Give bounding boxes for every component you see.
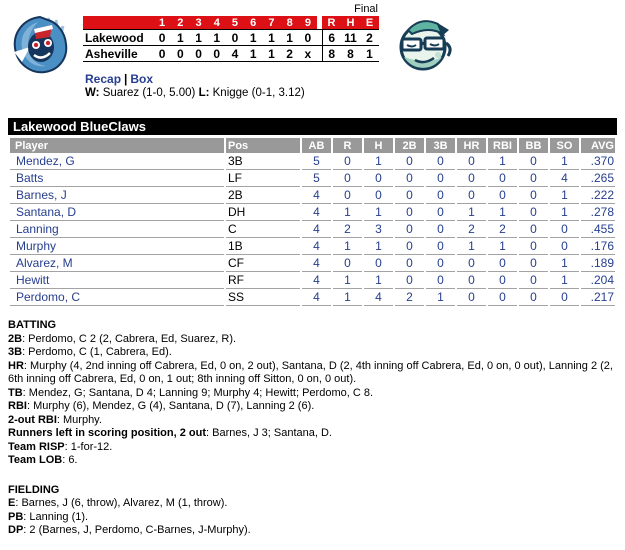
stat-cell-so: 1 [550, 153, 579, 170]
inning-header: 2 [171, 16, 189, 30]
stat-cell-so: 1 [550, 255, 579, 272]
column-header-rbi: RBI [488, 138, 517, 153]
stat-cell-h: 4 [364, 289, 393, 306]
note-label: Team RISP [8, 440, 65, 453]
table-row [10, 238, 615, 255]
batting-table-title: Lakewood BlueClaws [8, 118, 617, 135]
player-link[interactable]: Mendez, G [10, 153, 224, 170]
recap-link[interactable]: Recap [85, 72, 122, 86]
stat-cell-rbi: 0 [488, 255, 517, 272]
stat-cell-ab: 4 [302, 272, 331, 289]
stat-cell-avg: .222 [581, 187, 615, 204]
stat-cell-avg: .217 [581, 289, 615, 306]
stat-cell-ab: 5 [302, 170, 331, 187]
inning-score: 1 [244, 30, 262, 46]
column-header-ab: AB [302, 138, 331, 153]
linescore-table [83, 16, 379, 62]
stat-cell-bb: 0 [519, 289, 548, 306]
winning-pitcher: Suarez (1-0, 5.00) [102, 87, 196, 99]
linescore-row-home [83, 46, 379, 62]
stat-cell-r: 2 [333, 221, 362, 238]
note-text: : Lanning (1). [23, 510, 89, 523]
player-link[interactable]: Barnes, J [10, 187, 224, 204]
player-link[interactable]: Perdomo, C [10, 289, 224, 306]
fielding-section-heading: FIELDING [8, 483, 60, 496]
stat-cell-ab: 4 [302, 187, 331, 204]
hits-header: H [341, 16, 360, 30]
stat-cell-3b: 0 [426, 153, 455, 170]
player-link[interactable]: Alvarez, M [10, 255, 224, 272]
stat-cell-bb: 0 [519, 153, 548, 170]
win-label: W: [85, 87, 100, 99]
hits-cell: 8 [341, 46, 360, 62]
player-link[interactable]: Lanning [10, 221, 224, 238]
stat-cell-h: 1 [364, 238, 393, 255]
stat-cell-rbi: 0 [488, 289, 517, 306]
linescore-header-row [83, 16, 379, 30]
stat-cell-rbi: 1 [488, 153, 517, 170]
position-cell: RF [226, 272, 300, 289]
note-label: HR [8, 359, 24, 372]
column-header-h: H [364, 138, 393, 153]
stat-cell-so: 1 [550, 204, 579, 221]
stat-cell-2b: 0 [395, 153, 424, 170]
asheville-tourists-logo[interactable] [391, 13, 461, 78]
column-header-pos: Pos [226, 138, 300, 153]
note-line [8, 414, 617, 428]
stat-cell-rbi: 0 [488, 187, 517, 204]
table-row [10, 153, 615, 170]
note-label: DP [8, 524, 24, 536]
column-header-2b: 2B [395, 138, 424, 153]
position-cell: C [226, 221, 300, 238]
runs-header: R [322, 16, 341, 30]
note-line [8, 346, 617, 360]
stat-cell-r: 1 [333, 272, 362, 289]
inning-score: 0 [153, 30, 171, 46]
table-row [10, 204, 615, 221]
stat-cell-ab: 4 [302, 204, 331, 221]
game-status: Final [354, 3, 378, 15]
stat-cell-bb: 0 [519, 187, 548, 204]
stat-cell-2b: 2 [395, 289, 424, 306]
note-text: : 6. [62, 454, 78, 466]
stat-cell-so: 0 [550, 238, 579, 255]
batting-notes [8, 333, 617, 468]
stat-cell-bb: 0 [519, 255, 548, 272]
column-header-r: R [333, 138, 362, 153]
stat-cell-avg: .204 [581, 272, 615, 289]
position-cell: CF [226, 255, 300, 272]
stat-cell-2b: 0 [395, 221, 424, 238]
team-column-header [83, 16, 153, 30]
stat-cell-ab: 4 [302, 238, 331, 255]
stat-cell-3b: 0 [426, 204, 455, 221]
stat-cell-3b: 0 [426, 255, 455, 272]
stat-cell-r: 1 [333, 238, 362, 255]
stat-cell-3b: 0 [426, 272, 455, 289]
stat-cell-r: 0 [333, 187, 362, 204]
note-text: : Murphy. [56, 413, 102, 426]
stat-cell-so: 1 [550, 187, 579, 204]
stat-cell-bb: 0 [519, 221, 548, 238]
stat-cell-3b: 0 [426, 221, 455, 238]
inning-score: 0 [171, 46, 189, 62]
position-cell: SS [226, 289, 300, 306]
fielding-notes-section [8, 484, 617, 538]
note-line [8, 454, 617, 468]
scoreboard-area [0, 0, 625, 112]
inning-header: 7 [262, 16, 280, 30]
note-text: : Perdomo, C (1, Cabrera, Ed). [22, 346, 172, 358]
note-text: : Barnes, J 3; Santana, D. [206, 427, 332, 439]
inning-header: 1 [153, 16, 171, 30]
inning-header: 9 [299, 16, 317, 30]
inning-header: 8 [281, 16, 299, 30]
inning-score: 1 [208, 30, 226, 46]
stat-cell-r: 1 [333, 289, 362, 306]
stat-cell-hr: 1 [457, 204, 486, 221]
batting-rows [10, 153, 615, 306]
stat-cell-h: 0 [364, 255, 393, 272]
linescore-row-away [83, 30, 379, 46]
table-row [10, 272, 615, 289]
column-header-player: Player [10, 138, 224, 153]
stat-cell-rbi: 0 [488, 272, 517, 289]
stat-cell-avg: .370 [581, 153, 615, 170]
batting-notes-section [8, 319, 617, 468]
stat-cell-r: 0 [333, 153, 362, 170]
note-label: E [8, 497, 16, 509]
table-row [10, 170, 615, 187]
column-header-3b: 3B [426, 138, 455, 153]
stat-cell-avg: .278 [581, 204, 615, 221]
inning-score: 1 [281, 30, 299, 46]
crab-mascot-icon [8, 12, 72, 76]
stat-cell-ab: 4 [302, 255, 331, 272]
stat-cell-r: 0 [333, 255, 362, 272]
note-line [8, 441, 617, 455]
inning-score: 4 [226, 46, 244, 62]
note-text: : Perdomo, C 2 (2, Cabrera, Ed, Suarez, R). [22, 332, 237, 345]
losing-pitcher: Knigge (0-1, 3.12) [212, 87, 305, 99]
stat-cell-2b: 0 [395, 272, 424, 289]
stat-cell-rbi: 2 [488, 221, 517, 238]
stat-cell-2b: 0 [395, 238, 424, 255]
note-line [8, 333, 617, 347]
position-cell: LF [226, 170, 300, 187]
player-link[interactable]: Murphy [10, 238, 224, 255]
stat-cell-h: 0 [364, 187, 393, 204]
stat-cell-2b: 0 [395, 255, 424, 272]
note-text: : 1-for-12. [64, 440, 113, 453]
note-label: Runners left in scoring position, 2 out [8, 427, 207, 439]
loss-label: L: [198, 87, 210, 99]
note-text: : Murphy (4, 2nd inning off Cabrera, Ed, 0 on, 2 out), Santana, D (2, 4th inning off Cabrera, Ed, 0 on, 0 out), Lanning 2 (2, 6th inning off Cabrera, Ed, 0 on, 1 out; 8th inning off Sitton, 0 on, 0 out). [8, 359, 613, 385]
stat-cell-avg: .455 [581, 221, 615, 238]
inning-header: 6 [244, 16, 262, 30]
stat-cell-3b: 0 [426, 238, 455, 255]
note-text: : 2 (Barnes, J, Perdomo, C-Barnes, J-Murphy). [23, 524, 251, 536]
stat-cell-2b: 0 [395, 187, 424, 204]
stat-cell-hr: 0 [457, 255, 486, 272]
inning-header: 4 [208, 16, 226, 30]
lakewood-blueclaws-logo[interactable] [8, 12, 72, 81]
stat-cell-ab: 4 [302, 289, 331, 306]
stat-cell-avg: .189 [581, 255, 615, 272]
note-line [8, 524, 617, 538]
stat-cell-hr: 0 [457, 187, 486, 204]
stat-cell-3b: 0 [426, 187, 455, 204]
link-separator: | [124, 72, 128, 86]
player-link[interactable]: Hewitt [10, 272, 224, 289]
table-row [10, 187, 615, 204]
position-cell: 3B [226, 153, 300, 170]
note-label: PB [8, 510, 24, 523]
stat-cell-h: 1 [364, 272, 393, 289]
inning-score: 1 [262, 30, 280, 46]
runs-cell: 8 [322, 46, 341, 62]
note-label: 2B [8, 332, 23, 345]
hits-cell: 11 [341, 30, 360, 46]
stat-cell-avg: .176 [581, 238, 615, 255]
errors-header: E [360, 16, 379, 30]
stat-cell-rbi: 1 [488, 238, 517, 255]
note-line [8, 360, 617, 387]
linescore-block [83, 2, 379, 62]
stat-cell-ab: 4 [302, 221, 331, 238]
inning-score: 1 [262, 46, 280, 62]
inning-score: 0 [226, 30, 244, 46]
errors-cell: 1 [360, 46, 379, 62]
stat-cell-so: 4 [550, 170, 579, 187]
stat-cell-r: 0 [333, 170, 362, 187]
stat-cell-hr: 0 [457, 272, 486, 289]
position-cell: 2B [226, 187, 300, 204]
moon-mascot-icon [391, 13, 461, 73]
stat-cell-bb: 0 [519, 238, 548, 255]
inning-score: 1 [244, 46, 262, 62]
stat-cell-bb: 0 [519, 170, 548, 187]
stat-cell-so: 0 [550, 289, 579, 306]
note-line [8, 400, 617, 414]
game-links [85, 72, 153, 86]
stat-cell-r: 1 [333, 204, 362, 221]
table-row [10, 221, 615, 238]
note-line [8, 427, 617, 441]
table-row [10, 255, 615, 272]
stat-cell-2b: 0 [395, 170, 424, 187]
inning-header: 5 [226, 16, 244, 30]
table-row [10, 289, 615, 306]
column-header-so: SO [550, 138, 579, 153]
inning-score: 1 [171, 30, 189, 46]
stat-cell-bb: 0 [519, 204, 548, 221]
column-header-avg: AVG [581, 138, 615, 153]
stat-cell-avg: .265 [581, 170, 615, 187]
note-label: 3B [8, 346, 23, 358]
inning-score: 0 [153, 46, 171, 62]
stat-cell-hr: 0 [457, 289, 486, 306]
inning-header: 3 [189, 16, 207, 30]
stat-cell-h: 0 [364, 170, 393, 187]
stat-cell-3b: 0 [426, 170, 455, 187]
note-line [8, 511, 617, 525]
player-link[interactable]: Batts [10, 170, 224, 187]
note-text: : Murphy (6), Mendez, G (4), Santana, D (7), Lanning 2 (6). [26, 400, 315, 412]
note-label: Team LOB [8, 454, 63, 466]
position-cell: 1B [226, 238, 300, 255]
stat-cell-rbi: 0 [488, 170, 517, 187]
stat-cell-bb: 0 [519, 272, 548, 289]
batting-header-row [10, 138, 615, 153]
inning-score: x [299, 46, 317, 62]
home-team-name: Asheville [83, 46, 153, 62]
column-header-hr: HR [457, 138, 486, 153]
runs-cell: 6 [322, 30, 341, 46]
player-link[interactable]: Santana, D [10, 204, 224, 221]
box-score-section [8, 118, 617, 306]
stat-cell-so: 0 [550, 221, 579, 238]
stat-cell-so: 1 [550, 272, 579, 289]
note-label: TB [8, 386, 23, 399]
pitching-decisions [85, 87, 305, 99]
note-label: RBI [8, 400, 27, 412]
stat-cell-ab: 5 [302, 153, 331, 170]
away-team-name: Lakewood [83, 30, 153, 46]
note-text: : Mendez, G; Santana, D 4; Lanning 9; Murphy 4; Hewitt; Perdomo, C 8. [22, 386, 374, 399]
fielding-notes [8, 497, 617, 538]
note-line [8, 387, 617, 401]
inning-score: 0 [208, 46, 226, 62]
stat-cell-rbi: 1 [488, 204, 517, 221]
column-header-bb: BB [519, 138, 548, 153]
stat-cell-hr: 0 [457, 170, 486, 187]
stat-cell-hr: 2 [457, 221, 486, 238]
stat-cell-h: 1 [364, 204, 393, 221]
note-label: 2-out RBI [8, 413, 57, 426]
stat-cell-h: 3 [364, 221, 393, 238]
batting-table [8, 138, 617, 306]
note-line [8, 497, 617, 511]
inning-score: 0 [189, 46, 207, 62]
inning-score: 1 [189, 30, 207, 46]
stat-cell-3b: 1 [426, 289, 455, 306]
inning-score: 0 [299, 30, 317, 46]
inning-score: 2 [281, 46, 299, 62]
box-link[interactable]: Box [130, 72, 154, 86]
stat-cell-h: 1 [364, 153, 393, 170]
note-text: : Barnes, J (6, throw), Alvarez, M (1, throw). [15, 497, 228, 509]
stat-cell-hr: 0 [457, 153, 486, 170]
errors-cell: 2 [360, 30, 379, 46]
batting-section-heading: BATTING [8, 319, 57, 331]
position-cell: DH [226, 204, 300, 221]
stat-cell-hr: 1 [457, 238, 486, 255]
stat-cell-2b: 0 [395, 204, 424, 221]
